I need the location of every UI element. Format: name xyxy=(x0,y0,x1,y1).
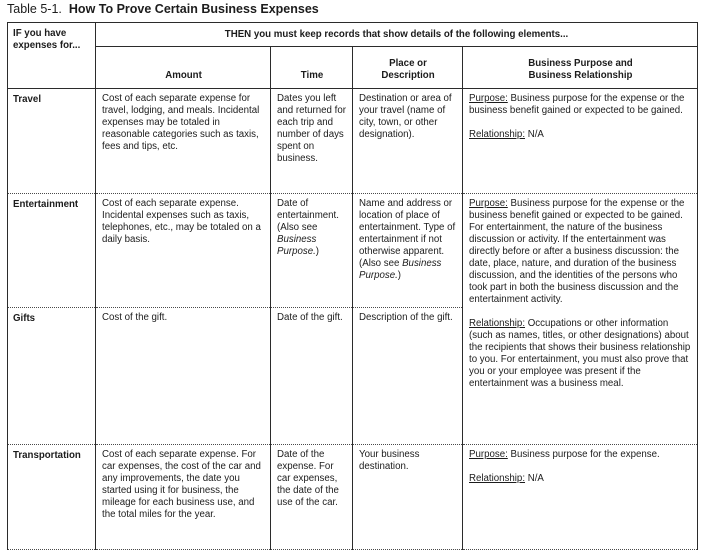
row-entertainment xyxy=(8,194,698,308)
header-purpose-line1: Business Purpose and xyxy=(528,58,633,69)
cell-travel-place: Destination or area of your travel (name of city, town, or other designation). xyxy=(353,89,463,194)
row-transportation xyxy=(8,445,698,550)
cell-entertainment-gifts-purpose xyxy=(463,194,698,445)
row-travel xyxy=(8,89,698,194)
purpose-text: Business purpose for the expense or the business benefit gained or expected to be gained. xyxy=(469,198,685,221)
header-then-records: THEN you must keep records that show details of the following elements... xyxy=(96,23,698,47)
cell-gifts-place: Description of the gift. xyxy=(353,308,463,445)
table-title xyxy=(7,2,319,16)
relationship-label: Relationship: xyxy=(469,129,526,140)
header-if-expenses: IF you have expenses for... xyxy=(13,28,81,51)
time-text-close: ) xyxy=(315,246,320,257)
travel-purpose-paragraph xyxy=(469,93,692,117)
header-business-purpose xyxy=(463,47,698,89)
relationship-text: N/A xyxy=(527,129,544,140)
cell-travel-label: Travel xyxy=(8,89,96,194)
cell-entertainment-amount: Cost of each separate expense. Incidental expenses such as taxis, telephones, etc., may be totaled on a daily basis. xyxy=(96,194,271,308)
table-number: Table 5-1. xyxy=(7,2,62,16)
cell-transportation-amount: Cost of each separate expense. For car expenses, the cost of the car and any improvements, the date you started using it for business, the mileage for each business use, and the total miles for the year. xyxy=(96,445,271,550)
header-purpose-line2: Business Relationship xyxy=(528,70,633,81)
cell-transportation-time: Date of the expense. For car expenses, the date of the use of the car. xyxy=(271,445,353,550)
business-purpose-ref: Business Purpose. xyxy=(359,258,442,281)
header-place-description xyxy=(353,47,463,89)
place-text: Name and address or location of place of entertainment. Type of entertainment if not otherwise apparent. (Also see xyxy=(359,198,456,269)
header-amount: Amount xyxy=(96,47,271,89)
cell-travel-amount: Cost of each separate expense for travel, lodging, and meals. Incidental expenses may be totaled in reasonable categories such as taxis, fees and tips, etc. xyxy=(96,89,271,194)
header-row-2 xyxy=(8,47,698,89)
business-expenses-table xyxy=(7,22,698,550)
relationship-text: N/A xyxy=(527,473,544,484)
entertainment-relationship-paragraph xyxy=(469,318,692,390)
purpose-text: Business purpose for the expense. xyxy=(510,449,660,460)
place-text-close: ) xyxy=(397,270,402,281)
time-text: Date of entertainment. (Also see xyxy=(277,198,339,233)
purpose-label: Purpose: xyxy=(469,93,508,104)
cell-entertainment-place xyxy=(353,194,463,308)
cell-transportation-label: Transportation xyxy=(8,445,96,550)
cell-entertainment-time xyxy=(271,194,353,308)
relationship-label: Relationship: xyxy=(469,473,526,484)
entertainment-purpose-paragraph xyxy=(469,198,692,222)
purpose-label: Purpose: xyxy=(469,198,508,209)
purpose-label: Purpose: xyxy=(469,449,508,460)
header-time: Time xyxy=(271,47,353,89)
header-row-1 xyxy=(8,23,698,47)
cell-travel-time: Dates you left and returned for each trip and number of days spent on business. xyxy=(271,89,353,194)
cell-transportation-place: Your business destination. xyxy=(353,445,463,550)
header-place-line2: Description xyxy=(381,70,435,81)
cell-entertainment-label: Entertainment xyxy=(8,194,96,308)
table-heading: How To Prove Certain Business Expenses xyxy=(68,2,319,16)
relationship-text: Occupations or other information (such as names, titles, or other designations) about the recipients that shows their business relationship to you. For entertainment, you must also prove that you or your employee was present if the entertainment was a business meal. xyxy=(469,318,691,389)
transportation-relationship-paragraph xyxy=(469,473,692,485)
cell-gifts-time: Date of the gift. xyxy=(271,308,353,445)
cell-transportation-purpose xyxy=(463,445,698,550)
business-purpose-ref: Business Purpose. xyxy=(277,234,317,257)
purpose-text: Business purpose for the expense or the business benefit gained or expected to be gained. xyxy=(469,93,685,116)
cell-travel-purpose xyxy=(463,89,698,194)
transportation-purpose-paragraph xyxy=(469,449,692,461)
entertainment-purpose-paragraph-2: For entertainment, the nature of the business discussion or activity. If the entertainment was directly before or after a business discussion: the date, place, nature, and duration of the business discussion, and the identities of the persons who took part in both the business discussion and the entertainment activity. xyxy=(469,222,680,305)
travel-relationship-paragraph xyxy=(469,129,692,141)
header-place-line1: Place or xyxy=(389,58,427,69)
relationship-label: Relationship: xyxy=(469,318,526,329)
cell-gifts-label: Gifts xyxy=(8,308,96,445)
cell-gifts-amount: Cost of the gift. xyxy=(96,308,271,445)
